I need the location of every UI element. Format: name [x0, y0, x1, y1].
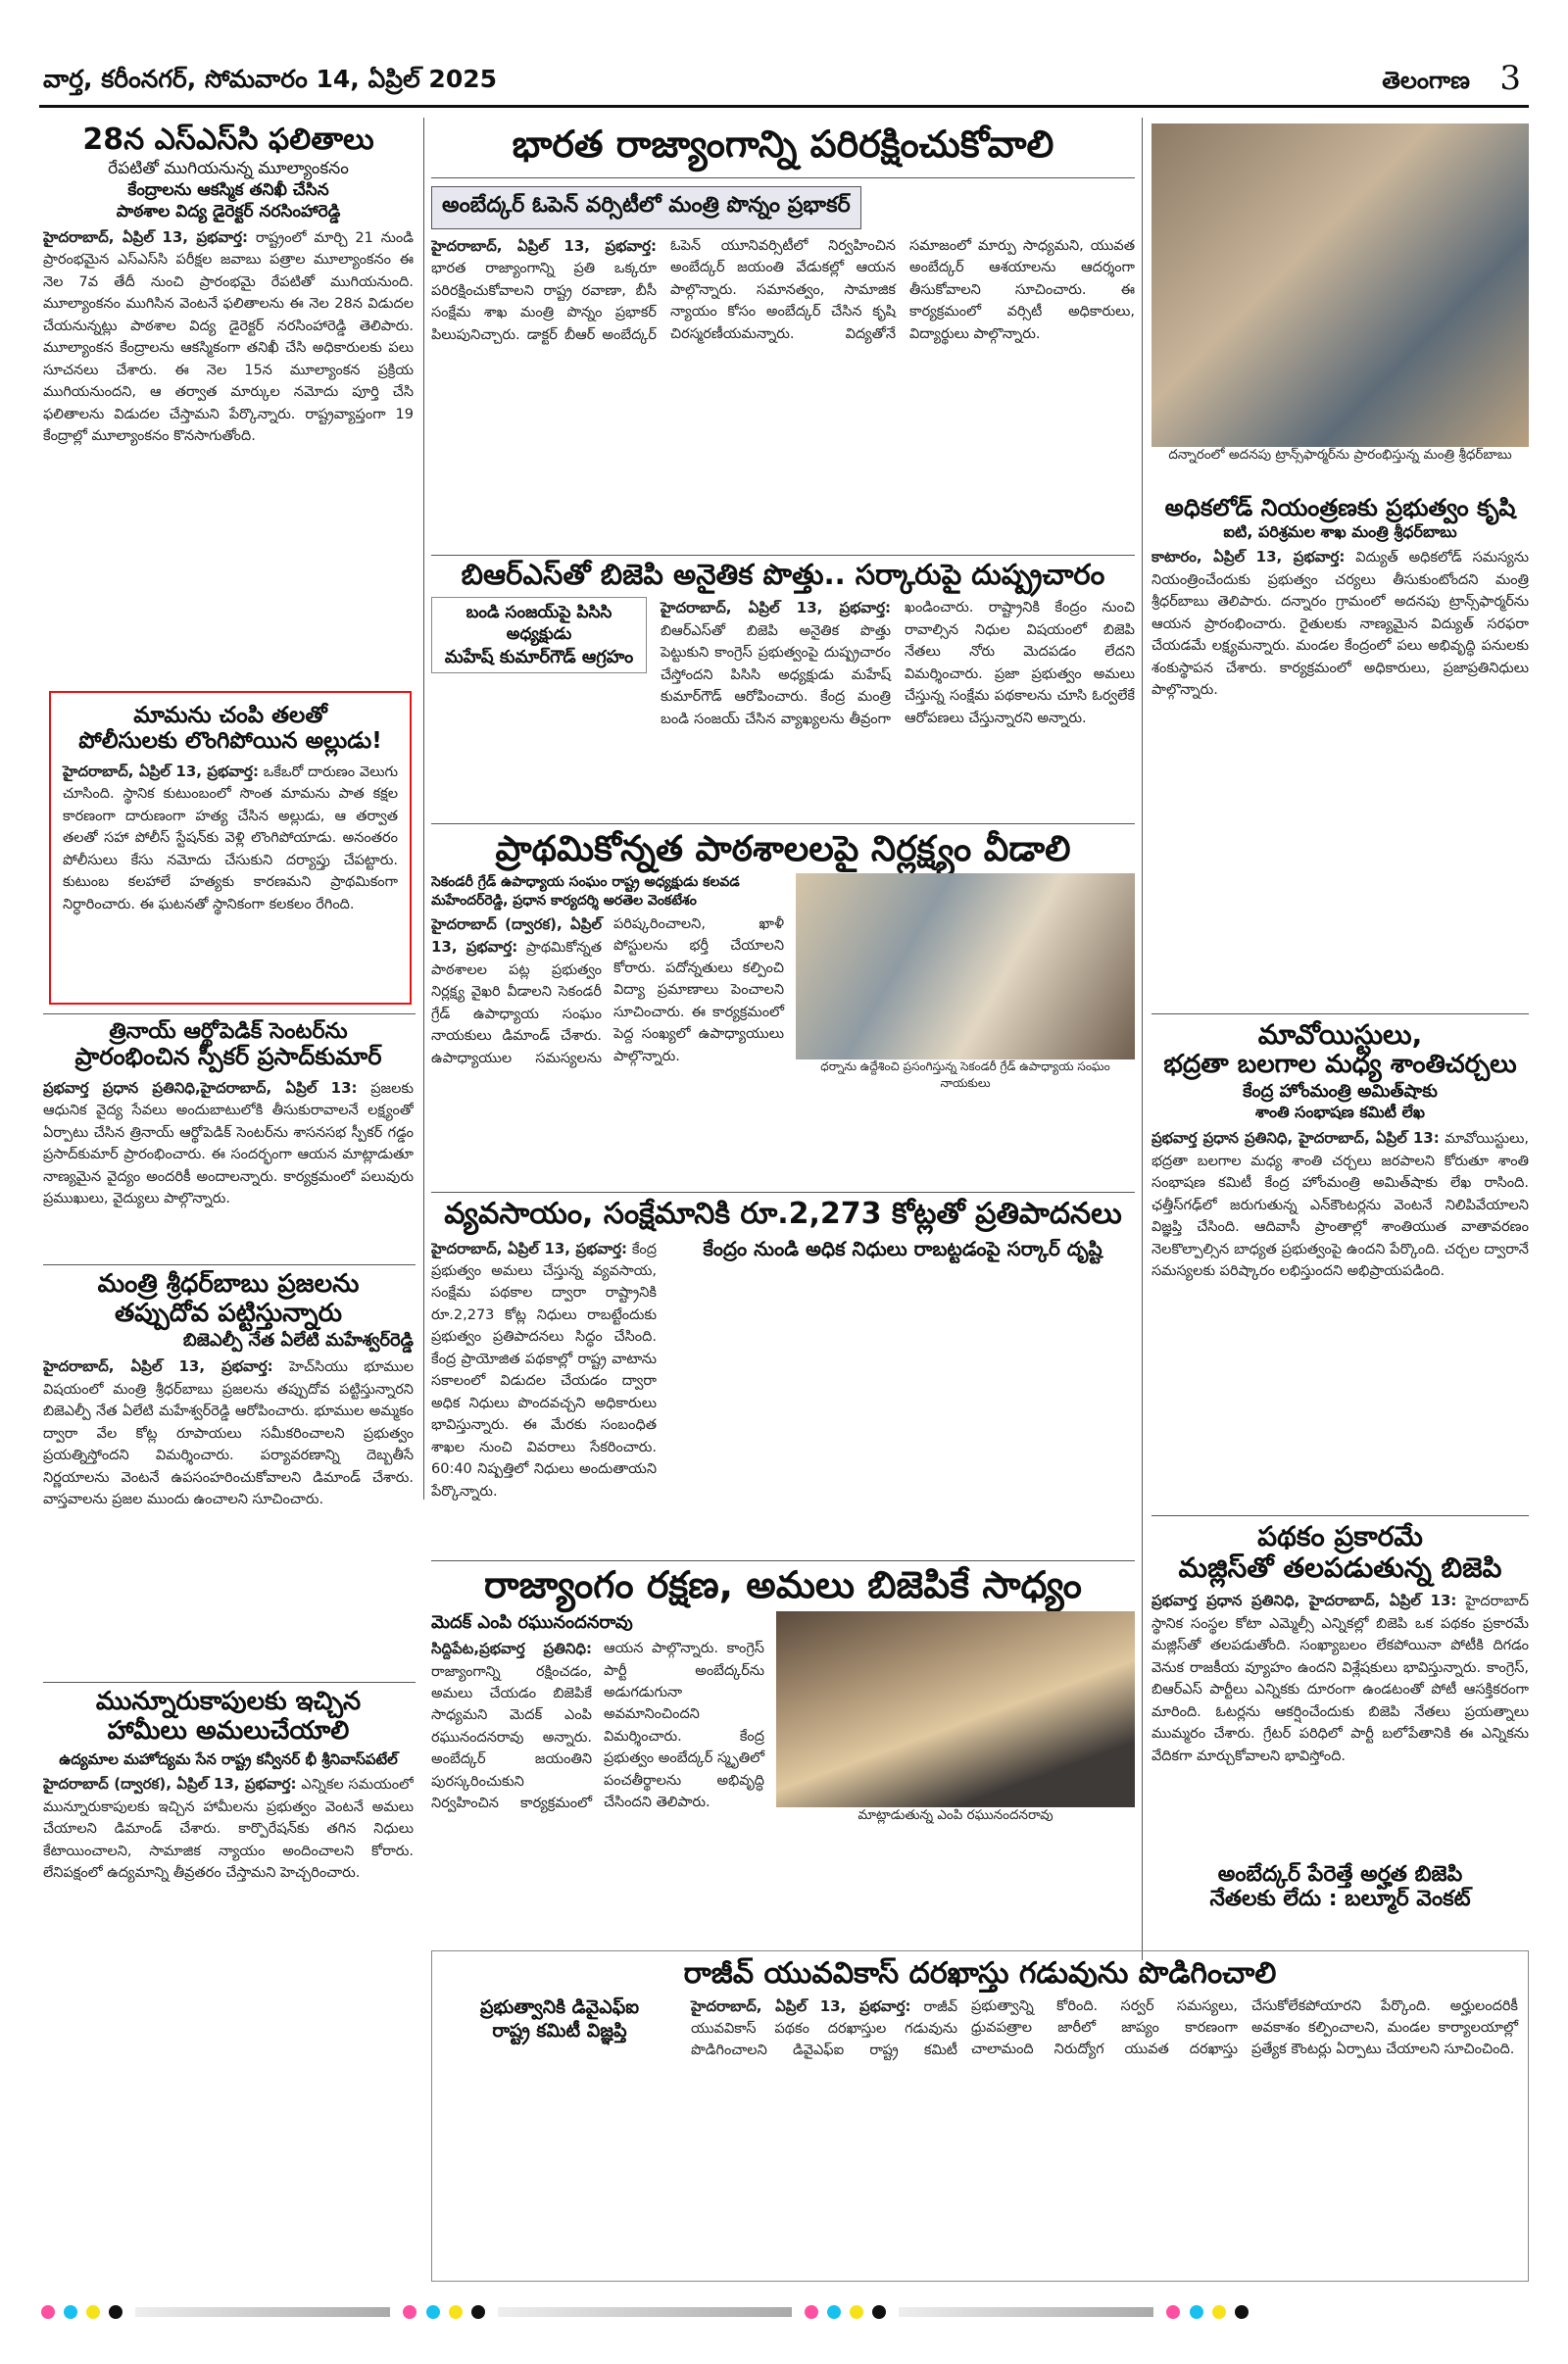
byline: హైదరాబాద్, ఏప్రిల్ 13, ప్రభవార్త: [691, 1996, 911, 2015]
headline: త్రినాయ్ ఆర్థోపెడిక్ సెంటర్‌ను [109, 1019, 348, 1044]
article-ssc [43, 123, 414, 692]
reg-dot [86, 2305, 100, 2319]
article-sridhar [43, 1270, 414, 1682]
section-rule [43, 1264, 416, 1265]
headline: నేతలకు లేదు : బల్మూర్ వెంకట్ [1209, 1887, 1471, 1912]
article-brs [431, 559, 1135, 823]
photo-block [1152, 123, 1529, 491]
reg-dot [872, 2305, 886, 2319]
column-rule [1142, 118, 1143, 1960]
byline: హైదరాబాద్, ఏప్రిల్ 13, ప్రభవార్త: [43, 227, 248, 246]
article-officers [1152, 495, 1529, 1014]
headline: ప్రాథమికోన్నత పాఠశాలలపై నిర్లక్ష్యం వీడాలి [495, 829, 1071, 869]
byline: ప్రభవార్త ప్రధాన ప్రతినిధి, హైదరాబాద్, ఏప్రిల్ 13: [1152, 1129, 1440, 1148]
byline: హైదరాబాద్, ఏప్రిల్ 13, ప్రభవార్త: [661, 599, 891, 617]
masthead-dateline: వార్త, కరీంనగర్, సోమవారం 14, ఏప్రిల్ 2025 [43, 65, 498, 93]
byline: హైదరాబాద్ (ద్వారక), ఏప్రిల్ 13, ప్రభవార్త: [43, 1775, 297, 1794]
byline: కాటారం, ఏప్రిల్ 13, ప్రభవార్త: [1152, 548, 1346, 566]
headline: మజ్లిస్‌తో తలపడుతున్న బిజెపి [1178, 1551, 1502, 1585]
article-body: రాష్ట్రంలో మార్చి 21 నుండి ప్రారంభమైన ఎస్‌ఎస్‌సి పరీక్షల జవాబు పత్రాల మూల్యాంకనం ఈ నెల 7వ తేదీ నుంచి ప్రారంభమై రేపటితో ముగియనుంది. మూల్యాంకనం ముగిసిన వెంటనే ఫలితాలను ఈ నెల 28న విడుదల చేయనున్నట్లు పాఠశాల విద్య డైరెక్టర్ నరసింహారెడ్డి తెలిపారు. మూల్యాంకన కేంద్రాలను ఆకస్మికంగా తనిఖీ చేసి అధికారులకు పలు సూచనలు చేశారు. ఈ నెల 15న మూల్యాంకన ప్రక్రియ ముగియనుందని, ఆ తర్వాత మార్కుల నమోదు పూర్తి చేసి ఫలితాలను విడుదల చేస్తామని పేర్కొన్నారు. రాష్ట్రవ్యాప్తంగా 19 కేంద్రాల్లో మూల్యాంకనం కొనసాగుతోంది. [43, 229, 414, 444]
article-body: రాజీవ్ యువవికాస్ పథకం దరఖాస్తుల గడువును పొడిగించాలని డివైఎఫ్ఐ రాష్ట్ర కమిటీ ప్రభుత్వాన్ని కోరింది. సర్వర్ సమస్యలు, ధ్రువపత్రాల జారీలో జాప్యం కారణంగా చాలామంది నిరుద్యోగ యువత దరఖాస్తు చేసుకోలేకపోయారని పేర్కొంది. అర్హులందరికీ అవకాశం కల్పించాలని, మండల కార్యాలయాల్లో ప్రత్యేక కౌంటర్లు ఏర్పాటు చేయాలని సూచించింది. [691, 1997, 1518, 2059]
reg-dot [403, 2305, 416, 2319]
reg-dot [449, 2305, 463, 2319]
section-rule [431, 555, 1135, 556]
subheadline: సెకండరీ గ్రేడ్ ఉపాధ్యాయ సంఘం రాష్ట్ర అధ్యక్షుడు కలవడ [431, 874, 740, 891]
minister-photo [1152, 123, 1529, 447]
subheadline: బిజెఎల్పీ నేత ఏలేటి మహేశ్వర్‌రెడ్డి [182, 1329, 414, 1351]
subheadline: కేంద్రం నుండి అధిక నిధులు రాబట్టడంపై సర్కార్ దృష్టి [703, 1236, 1102, 1260]
section-rule [1152, 1013, 1529, 1014]
photo-caption: ధర్నాను ఉద్దేశించి ప్రసంగిస్తున్న సెకండరీ గ్రేడ్ ఉపాధ్యాయ సంఘం నాయకులు [820, 1059, 1110, 1091]
headline: హామీలు అమలుచేయాలి [107, 1715, 350, 1746]
headline: భద్రతా బలగాల మధ్య శాంతిచర్చలు [1163, 1050, 1517, 1080]
headline: అంబేద్కర్ పేరెత్తే అర్హత బిజెపి [1217, 1862, 1463, 1887]
byline: సిద్దిపేట,ప్రభవార్త ప్రతినిధి: [431, 1640, 592, 1658]
subheadline: ఉద్యమాల మహోద్యమ సేన రాష్ట్ర కన్వీనర్ భీ శ్రీనివాస్‌పటేల్ [59, 1749, 398, 1768]
subheadline: శాంతి సంభాషణ కమిటీ లేఖ [1255, 1103, 1425, 1122]
headline: రాజీవ్ యువవికాస్ దరఖాస్తు గడువును పొడిగించాలి [683, 1956, 1277, 1991]
subheadline: మెదక్ ఎంపి రఘునందనరావు [431, 1611, 633, 1633]
headline: భారత రాజ్యాంగాన్ని పరిరక్షించుకోవాలి [512, 123, 1054, 166]
article-body: హైదరాబాద్ స్థానిక సంస్థల కోటా ఎమ్మెల్సీ ఎన్నికల్లో బిజెపి ఒక పథకం ప్రకారమే మజ్లిస్‌తో తలపడుతోంది. సంఖ్యాబలం లేకపోయినా పోటీకి దిగడం వెనుక రాజకీయ వ్యూహం ఉందని విశ్లేషకులు భావిస్తున్నారు. కాంగ్రెస్, బిఆర్ఎస్ పార్టీలు ఎన్నికకు దూరంగా ఉండటంతో పోటీ ఆసక్తికరంగా మారింది. ఓటర్లను ఆకర్షించేందుకు బిజెపి నేతలు ప్రయత్నాలు ముమ్మరం చేశారు. గ్రేటర్ పరిధిలో పార్టీ బలోపేతానికి ఈ ఎన్నికను వేదికగా మార్చుకోవాలని భావిస్తోంది. [1152, 1594, 1529, 1764]
subheadline: మహేందర్‌రెడ్డి, ప్రధాన కార్యదర్శి అరతెల వెంకటేశం [431, 892, 697, 909]
reg-dot [109, 2305, 122, 2319]
reg-dot [471, 2305, 485, 2319]
section-rule [431, 823, 1135, 824]
section-rule [43, 1682, 416, 1683]
subheadline: మహేష్ కుమార్‌గౌడ్ ఆగ్రహం [444, 646, 634, 667]
headline: మంత్రి శ్రీధర్‌బాబు ప్రజలను [97, 1270, 360, 1299]
article-body: ప్రాథమికోన్నత పాఠశాలల పట్ల ప్రభుత్వం నిర్లక్ష్య వైఖరి వీడాలని సెకండరీ గ్రేడ్ ఉపాధ్యాయ సంఘం నాయకులు డిమాండ్ చేశారు. ఉపాధ్యాయుల సమస్యలను పరిష్కరించాలని, ఖాళీ పోస్టులను భర్తీ చేయాలని కోరారు. పదోన్నతులు కల్పించి విద్యా ప్రమాణాలు పెంచాలని సూచించారు. ఈ కార్యక్రమంలో పెద్ద సంఖ్యలో ఉపాధ్యాయులు పాల్గొన్నారు. [431, 915, 784, 1066]
byline: ప్రభవార్త ప్రధాన ప్రతినిధి, హైదరాబాద్, ఏప్రిల్ 13: [1152, 1592, 1457, 1610]
article-mamaku [49, 691, 412, 1005]
subheadline: రేపటితో ముగియనున్న మూల్యాంకనం [108, 158, 349, 178]
headline-band [431, 123, 1135, 178]
headline: తప్పుదోవ పట్టిస్తున్నారు [114, 1298, 343, 1328]
reg-dot [805, 2305, 818, 2319]
article-trinay [43, 1019, 414, 1255]
registration-bar [39, 2301, 1529, 2321]
article-body: ఒకేఒరో దారుణం వెలుగు చూసింది. స్థానిక కుటుంబంలో సొంత మామను పాత కక్షల కారణంగా దారుణంగా హత్య చేసిన అల్లుడు, ఆ తర్వాత తలతో సహా పోలీస్ స్టేషన్‌కు వెళ్లి లొంగిపోయాడు. అనంతరం పోలీసులు కేసు నమోదు చేసుకుని దర్యాప్తు చేపట్టారు. కుటుంబ కలహాలే హత్యకు కారణమని ప్రాథమికంగా నిర్ధారించారు. ఈ ఘటనతో స్థానికంగా కలకలం రేగింది. [63, 763, 398, 912]
byline: హైదరాబాద్, ఏప్రిల్ 13, ప్రభవార్త: [43, 1357, 273, 1376]
headline: అధికలోడ్ నియంత్రణకు ప్రభుత్వం కృషి [1164, 495, 1516, 521]
reg-gradient [498, 2307, 792, 2317]
article-agri [431, 1198, 1135, 1521]
section-rule [431, 1192, 1135, 1193]
reg-dot [850, 2305, 863, 2319]
byline: హైదరాబాద్, ఏప్రిల్ 13, ప్రభవార్త: [431, 1239, 627, 1257]
section-rule [431, 1560, 1135, 1561]
section-rule [1152, 1515, 1529, 1516]
reg-dot [1166, 2305, 1180, 2319]
headline: పథకం ప్రకారమే [1257, 1521, 1423, 1552]
headline: మావోయిస్టులు, [1257, 1019, 1423, 1051]
reg-dot [64, 2305, 77, 2319]
headline: రాజ్యాంగం రక్షణ, అమలు బిజెపికే సాధ్యం [484, 1564, 1082, 1606]
article-body: ప్రజలకు ఆధునిక వైద్య సేవలు అందుబాటులోకి తీసుకురావాలనే లక్ష్యంతో ఏర్పాటు చేసిన త్రినాయ్ ఆర్థోపెడిక్ సెంటర్‌ను శాసనసభ స్పీకర్ గడ్డం ప్రసాద్‌కుమార్ ప్రారంభించారు. ఈ సందర్భంగా ఆయన మాట్లాడుతూ నాణ్యమైన వైద్యం అందరికీ అందాలన్నారు. కార్యక్రమంలో పలువురు ప్రముఖులు, వైద్యులు పాల్గొన్నారు. [43, 1080, 414, 1207]
headline: మామను చంపి తలతో [133, 703, 327, 728]
article-body: రాజ్యాంగాన్ని రక్షించడం, అమలు చేయడం బిజెపికే సాధ్యమని మెదక్ ఎంపి రఘునందనరావు అన్నారు. అంబేద్కర్ జయంతిని పురస్కరించుకుని నిర్వహించిన కార్యక్రమంలో ఆయన పాల్గొన్నారు. కాంగ్రెస్ పార్టీ అంబేద్కర్‌ను అడుగడుగునా అవమానించిందని విమర్శించారు. కేంద్ర ప్రభుత్వం అంబేద్కర్ స్మృతిలో పంచతీర్థాలను అభివృద్ధి చేసిందని తెలిపారు. [431, 1641, 764, 1812]
article-body: మావోయిస్టులు, భద్రతా బలగాల మధ్య శాంతి చర్చలు జరపాలని కోరుతూ శాంతి సంభాషణ కమిటీ కేంద్ర హోంమంత్రి అమిత్‌షాకు లేఖ రాసింది. ఛత్తీస్‌గఢ్‌లో జరుగుతున్న ఎన్‌కౌంటర్లను వెంటనే నిలిపివేయాలని విజ్ఞప్తి చేసింది. ఆదివాసీ ప్రాంతాల్లో శాంతియుత వాతావరణం నెలకొల్పాల్సిన బాధ్యత ప్రభుత్వంపై ఉందని పేర్కొంది. చర్చల ద్వారానే సమస్యలకు పరిష్కారం లభిస్తుందని అభిప్రాయపడింది. [1152, 1131, 1529, 1280]
dharna-photo [796, 873, 1135, 1059]
subheadline: రాష్ట్ర కమిటీ విజ్ఞప్తి [492, 2020, 627, 2043]
masthead [39, 59, 1529, 108]
section-rule [43, 1013, 416, 1014]
reg-gradient [135, 2307, 390, 2317]
kicker: అంబేద్కర్ ఓపెన్ వర్సిటీలో మంత్రి పొన్నం ప్రభాకర్ [431, 186, 861, 229]
article-school [431, 829, 1135, 1192]
reg-dot [1235, 2305, 1249, 2319]
mp-photo [776, 1611, 1135, 1807]
reg-dot [426, 2305, 440, 2319]
article-body: భారత రాజ్యాంగాన్ని ప్రతి ఒక్కరూ పరిరక్షించుకోవాలని రాష్ట్ర రవాణా, బీసీ సంక్షేమ శాఖ మంత్రి పొన్నం ప్రభాకర్ పిలుపునిచ్చారు. డాక్టర్ బీఆర్ అంబేద్కర్ ఓపెన్ యూనివర్సిటీలో నిర్వహించిన అంబేద్కర్ జయంతి వేడుకల్లో ఆయన పాల్గొన్నారు. సమానత్వం, సామాజిక న్యాయం కోసం అంబేద్కర్ చేసిన కృషి చిరస్మరణీయమన్నారు. విద్యతోనే సమాజంలో మార్పు సాధ్యమని, యువత అంబేద్కర్ ఆశయాలను ఆదర్శంగా తీసుకోవాలని సూచించారు. ఈ కార్యక్రమంలో వర్సిటీ అధికారులు, విద్యార్థులు పాల్గొన్నారు. [431, 238, 1135, 343]
article-body: విద్యుత్ అధికలోడ్ సమస్యను నియంత్రించేందుకు ప్రభుత్వం చర్యలు తీసుకుంటోందని మంత్రి శ్రీధర్‌బాబు తెలిపారు. దన్నారం గ్రామంలో అదనపు ట్రాన్స్‌ఫార్మర్‌ను ఆయన ప్రారంభించారు. రైతులకు నాణ్యమైన విద్యుత్ సరఫరా చేయడమే లక్ష్యమన్నారు. మండల కేంద్రంలో పలు అభివృద్ధి పనులకు శంకుస్థాపన చేశారు. కార్యక్రమంలో అధికారులు, ప్రజాప్రతినిధులు పాల్గొన్నారు. [1152, 550, 1529, 699]
spacer [1152, 1946, 1529, 1950]
subheadline: బండి సంజయ్‌పై పిసిసి అధ్యక్షుడు [466, 603, 612, 645]
headline: 28న ఎస్ఎస్‌సి ఫలితాలు [82, 123, 374, 157]
byline: ప్రభవార్త ప్రధాన ప్రతినిధి,హైదరాబాద్, ఏప్రిల్ 13: [43, 1078, 358, 1097]
headline: ప్రారంభించిన స్పీకర్ ప్రసాద్‌కుమార్ [74, 1043, 382, 1071]
reg-gradient [899, 2307, 1153, 2317]
page-number: 3 [1499, 59, 1521, 98]
article-body: బిఆర్ఎస్‌తో బిజెపి అనైతిక పొత్తు పెట్టుకుని కాంగ్రెస్ ప్రభుత్వంపై దుష్ప్రచారం చేస్తోందని పిసిసి అధ్యక్షుడు మహేష్ కుమార్‌గౌడ్ ఆరోపించారు. కేంద్ర మంత్రి బండి సంజయ్ చేసిన వ్యాఖ్యలను తీవ్రంగా ఖండించారు. రాష్ట్రానికి కేంద్రం నుంచి రావాల్సిన నిధుల విషయంలో బిజెపి నేతలు నోరు మెదపడం లేదని విమర్శించారు. ప్రజా ప్రభుత్వం అమలు చేస్తున్న సంక్షేమ పథకాలను చూసి ఓర్వలేకే ఆరోపణలు చేస్తున్నారని అన్నారు. [661, 600, 1135, 727]
subheadline: ప్రభుత్వానికి డివైఎఫ్ఐ [479, 1995, 640, 2018]
masthead-section: తెలంగాణ [1382, 67, 1470, 94]
headline: బిఆర్ఎస్‌తో బిజెపి అనైతిక పొత్తు.. సర్కారుపై దుష్ప్రచారం [461, 559, 1105, 591]
column-rule [423, 118, 424, 1500]
subheadline: కేంద్ర హోంమంత్రి అమిత్‌షాకు [1243, 1081, 1438, 1103]
byline: హైదరాబాద్, ఏప్రిల్ 13, ప్రభవార్త: [63, 762, 259, 780]
article-constitution [431, 1564, 1135, 1956]
article-body: కేంద్ర ప్రభుత్వం అమలు చేస్తున్న వ్యవసాయ, సంక్షేమ పథకాల ద్వారా రాష్ట్రానికి రూ.2,273 కోట్ల నిధులు రాబట్టేందుకు ప్రభుత్వం ప్రతిపాదనలు సిద్ధం చేసింది. కేంద్ర ప్రాయోజిత పథకాల్లో రాష్ట్ర వాటాను సకాలంలో విడుదల చేయడం ద్వారా అధిక నిధులు పొందవచ్చని అధికారులు భావిస్తున్నారు. ఈ మేరకు సంబంధిత శాఖల నుంచి వివరాలు సేకరించారు. 60:40 నిష్పత్తిలో నిధులు అందుతాయని పేర్కొన్నారు. [431, 1241, 657, 1500]
headline: వ్యవసాయం, సంక్షేమానికి రూ.2,273 కోట్లతో ప్రతిపాదనలు [444, 1198, 1122, 1231]
byline: హైదరాబాద్, ఏప్రిల్ 13, ప్రభవార్త: [431, 237, 657, 255]
article-body: ఎన్నికల సమయంలో మున్నూరుకాపులకు ఇచ్చిన హామీలను ప్రభుత్వం వెంటనే అమలు చేయాలని డిమాండ్ చేశారు. కార్పొరేషన్‌కు తగిన నిధులు కేటాయించాలని, సామాజిక న్యాయం అందించాలని కోరారు. లేనిపక్షంలో ఉద్యమాన్ని తీవ్రతరం చేస్తామని హెచ్చరించారు. [43, 1777, 414, 1882]
photo-caption: దన్నారంలో అదనపు ట్రాన్స్‌ఫార్మర్‌ను ప్రారంభిస్తున్న మంత్రి శ్రీధర్‌బాబు [1168, 447, 1512, 463]
reg-dot [827, 2305, 841, 2319]
subheadline: పాఠశాల విద్య డైరెక్టర్ నరసింహారెడ్డి [116, 201, 341, 222]
byline: హైదరాబాద్ (ద్వారక), ఏప్రిల్ 13, ప్రభవార్త: [431, 914, 602, 957]
article-maoists [1152, 1019, 1529, 1568]
headline: పోలీసులకు లొంగిపోయిన అల్లుడు! [78, 728, 382, 755]
subheadline: కేంద్రాలను ఆకస్మిక తనిఖీ చేసిన [127, 179, 329, 200]
article-body: హెచ్‌సియు భూముల విషయంలో మంత్రి శ్రీధర్‌బాబు ప్రజలను తప్పుదోవ పట్టిస్తున్నారని బిజెఎల్పీ నేత ఏలేటి మహేశ్వర్‌రెడ్డి ఆరోపించారు. భూముల అమ్మకం ద్వారా వేల కోట్ల రూపాయలు సమీకరించాలని ప్రభుత్వం ప్రయత్నిస్తోందని విమర్శించారు. పర్యావరణాన్ని దెబ్బతీసే నిర్ణయాలను వెంటనే ఉపసంహరించుకోవాలని డిమాండ్ చేశారు. వాస్తవాలను ప్రజల ముందు ఉంచాలని సూచించారు. [43, 1359, 414, 1507]
headline: మున్నూరుకాపులకు ఇచ్చిన [95, 1688, 362, 1716]
reg-dot [1212, 2305, 1226, 2319]
photo-caption: మాట్లాడుతున్న ఎంపి రఘునందనరావు [858, 1806, 1054, 1823]
reg-dot [1190, 2305, 1203, 2319]
subheadline: ఐటి, పరిశ్రమల శాఖ మంత్రి శ్రీధర్‌బాబు [1223, 521, 1457, 541]
article-munnuru [43, 1688, 414, 2276]
article-ambedkar-head [1152, 1862, 1529, 1946]
reg-dot [41, 2305, 55, 2319]
